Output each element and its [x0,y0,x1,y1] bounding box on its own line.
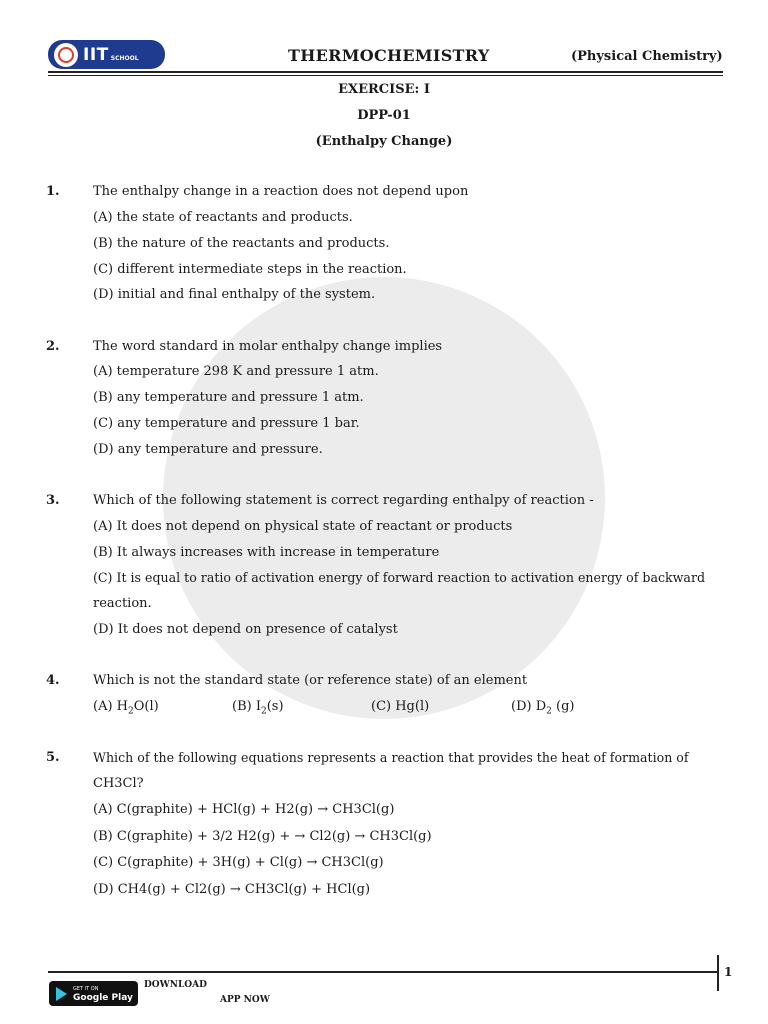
option-b: (B) $I_2(s)$ [232,699,284,717]
exercise-heading: EXERCISE: I [338,82,430,97]
question-text: Which of the following statement is correct regarding enthalpy of reaction - [93,493,594,508]
option: (D) initial and final enthalpy of the system. [93,287,376,302]
page-number: 1 [724,965,733,979]
question-text-continuation: CH3Cl? [93,776,144,791]
option-d: (D) $D_2$ (g) [511,699,575,717]
question-text: The word standard in molar enthalpy change implies [93,339,443,354]
play-store-icon [56,987,67,1001]
option: (D) It does not depend on presence of catalyst [93,622,398,637]
header-rule-thin [48,75,723,76]
option: (B) the nature of the reactants and products. [93,236,390,251]
question-number: 4. [46,673,60,688]
option-continuation: reaction. [93,596,152,611]
document-title: THERMOCHEMISTRY [288,46,490,65]
question-number: 1. [46,184,60,199]
question-text: Which of the following equations represents a reaction that provides the heat of formation of [93,750,689,765]
iit-school-logo [48,40,165,69]
option: (B) It always increases with increase in temperature [93,545,440,560]
option: (B) C(graphite) + 3/2 H2(g) + → Cl2(g) → CH3Cl(g) [93,829,432,844]
option: (C) different intermediate steps in the reaction. [93,262,407,277]
subject-label: (Physical Chemistry) [571,49,723,64]
option: (D) CH4(g) + Cl2(g) → CH3Cl(g) + HCl(g) [93,882,371,897]
option: (A) It does not depend on physical state of reactant or products [93,519,513,534]
badge-small-text: GET IT ON [73,985,99,992]
google-play-badge[interactable] [49,981,138,1006]
footer-vertical-rule [717,955,719,991]
option-a: (A) $H_2O(l)$ [93,699,159,717]
app-now-label: APP NOW [220,995,270,1005]
question-number: 2. [46,339,60,354]
logo-text: IIT [83,44,109,65]
dpp-heading: DPP-01 [357,108,411,123]
logo-mark-icon [54,43,78,67]
option-c: (C) Hg(l) [371,699,430,714]
option: (B) any temperature and pressure 1 atm. [93,390,364,405]
question-text: Which is not the standard state (or reference state) of an element [93,673,528,688]
option: (A) temperature 298 K and pressure 1 atm. [93,364,379,379]
option: (A) the state of reactants and products. [93,210,353,225]
option: (A) C(graphite) + HCl(g) + H2(g) → CH3Cl(g) [93,802,395,817]
question-number: 3. [46,493,60,508]
download-label: DOWNLOAD [144,980,207,990]
logo-sub-text: SCHOOL [110,55,139,62]
option: (C) any temperature and pressure 1 bar. [93,416,360,431]
question-number: 5. [46,750,60,765]
option: (C) It is equal to ratio of activation energy of forward reaction to activation energy of backward [93,570,706,585]
topic-heading: (Enthalpy Change) [315,134,453,149]
header-rule [48,71,723,73]
question-text: The enthalpy change in a reaction does not depend upon [93,184,469,199]
badge-big-text: Google Play [73,992,133,1003]
option: (C) C(graphite) + 3H(g) + Cl(g) → CH3Cl(g) [93,855,384,870]
option: (D) any temperature and pressure. [93,442,323,457]
footer-rule [48,971,718,973]
